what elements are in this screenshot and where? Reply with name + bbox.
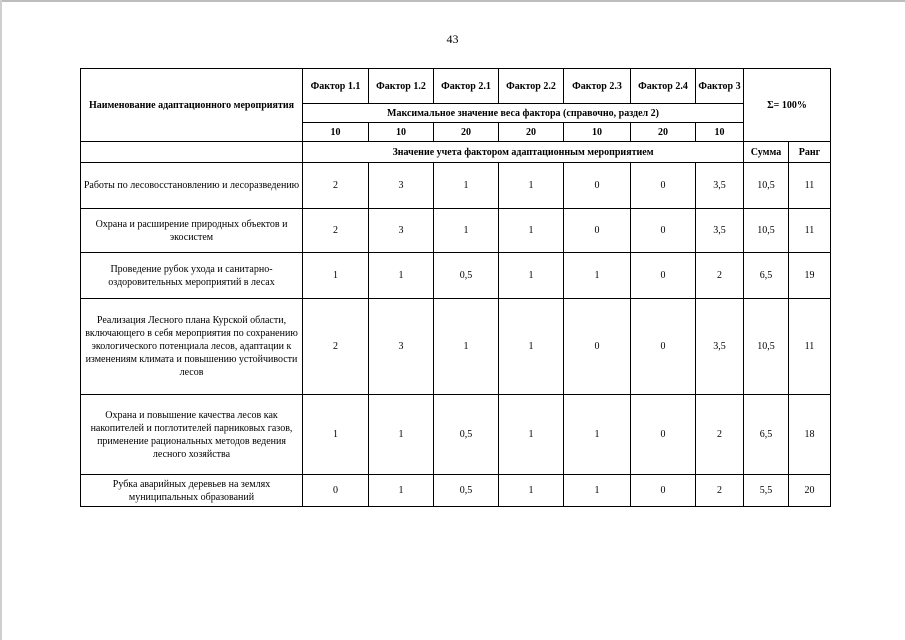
header-rank: Ранг [789,142,831,163]
header-row-values [81,142,831,163]
value-cell: 0 [631,395,696,475]
value-cell: 1 [303,395,369,475]
value-cell: 1 [564,395,631,475]
value-cell: 2 [303,163,369,209]
value-cell: 0,5 [434,253,499,299]
header-measure-name: Наименование адаптационного мероприятия [81,69,303,142]
value-cell: 0,5 [434,475,499,507]
value-cell: 1 [369,253,434,299]
value-cell: 0 [631,253,696,299]
header-factor-2-4: Фактор 2.4 [631,69,696,104]
value-cell: 1 [499,299,564,395]
weight-factor-2-1: 20 [434,123,499,142]
value-cell: 0 [303,475,369,507]
value-cell: 1 [369,395,434,475]
sum-cell: 10,5 [744,163,789,209]
header-sum: Сумма [744,142,789,163]
rank-cell: 11 [789,209,831,253]
header-sigma-total: Σ= 100% [744,69,831,142]
header-factor-1-1: Фактор 1.1 [303,69,369,104]
adaptation-measures-table [80,68,831,507]
value-cell: 2 [696,395,744,475]
table-row [81,299,831,395]
sum-cell: 10,5 [744,209,789,253]
header-factor-1-2: Фактор 1.2 [369,69,434,104]
value-cell: 0,5 [434,395,499,475]
weight-factor-3: 10 [696,123,744,142]
sum-cell: 6,5 [744,395,789,475]
value-cell: 1 [434,209,499,253]
page-number: 43 [446,32,459,46]
header-factor-2-3: Фактор 2.3 [564,69,631,104]
value-cell: 0 [564,209,631,253]
table-row [81,253,831,299]
weight-factor-2-4: 20 [631,123,696,142]
value-cell: 1 [303,253,369,299]
measure-name: Реализация Лесного плана Курской области, включающего в себя мероприятия по сохранению экологического потенциала лесов, адаптации к изменениям климата и повышению устойчивости лесов [81,299,303,395]
scan-border-top [0,0,905,2]
value-cell: 1 [434,163,499,209]
value-cell: 1 [499,395,564,475]
value-cell: 0 [631,475,696,507]
rank-cell: 20 [789,475,831,507]
scan-border-left [0,0,2,640]
value-cell: 1 [499,209,564,253]
header-row-factors [81,69,831,104]
measure-name: Охрана и расширение природных объектов и экосистем [81,209,303,253]
value-cell: 3,5 [696,163,744,209]
value-cell: 1 [564,253,631,299]
rank-cell: 11 [789,163,831,209]
header-factor-2-1: Фактор 2.1 [434,69,499,104]
value-cell: 3 [369,209,434,253]
table-row [81,209,831,253]
measure-name: Охрана и повышение качества лесов как накопителей и поглотителей парниковых газов, применение рациональных методов ведения лесного хозяйства [81,395,303,475]
table-row [81,475,831,507]
table-row [81,163,831,209]
sum-cell: 10,5 [744,299,789,395]
value-cell: 0 [631,299,696,395]
rank-cell: 19 [789,253,831,299]
measure-name: Работы по лесовосстановлению и лесоразведению [81,163,303,209]
measure-name: Рубка аварийных деревьев на землях муниципальных образований [81,475,303,507]
value-cell: 1 [499,475,564,507]
value-cell: 3 [369,299,434,395]
value-cell: 2 [303,209,369,253]
value-cell: 1 [499,253,564,299]
value-cell: 3,5 [696,299,744,395]
rank-cell: 11 [789,299,831,395]
header-factor-2-2: Фактор 2.2 [499,69,564,104]
value-cell: 0 [631,209,696,253]
value-cell: 0 [631,163,696,209]
sum-cell: 5,5 [744,475,789,507]
weight-factor-1-1: 10 [303,123,369,142]
value-cell: 3,5 [696,209,744,253]
value-cell: 0 [564,163,631,209]
sum-cell: 6,5 [744,253,789,299]
header-factor-3: Фактор 3 [696,69,744,104]
value-cell: 2 [696,253,744,299]
value-cell: 1 [369,475,434,507]
value-cell: 1 [499,163,564,209]
rank-cell: 18 [789,395,831,475]
header-value-label: Значение учета фактором адаптационным мероприятием [303,142,744,163]
value-cell: 3 [369,163,434,209]
table-row [81,395,831,475]
weight-factor-1-2: 10 [369,123,434,142]
value-cell: 0 [564,299,631,395]
header-max-weight-label: Максимальное значение веса фактора (справочно, раздел 2) [303,104,744,123]
value-cell: 2 [696,475,744,507]
header-empty-cell [81,142,303,163]
weight-factor-2-3: 10 [564,123,631,142]
weight-factor-2-2: 20 [499,123,564,142]
value-cell: 1 [434,299,499,395]
value-cell: 1 [564,475,631,507]
value-cell: 2 [303,299,369,395]
measure-name: Проведение рубок ухода и санитарно-оздоровительных мероприятий в лесах [81,253,303,299]
